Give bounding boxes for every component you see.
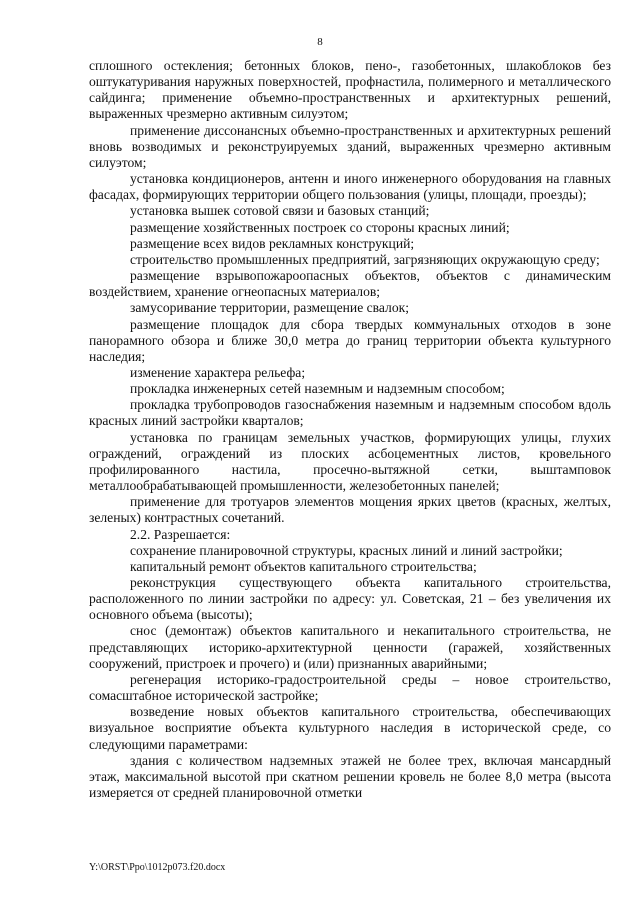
paragraph: изменение характера рельефа; (130, 364, 306, 380)
paragraph: размещение всех видов рекламных конструкций; (130, 235, 415, 251)
paragraph: прокладка трубопроводов газоснабжения наземным и надземным способом вдоль красных линий застройки кварталов; (89, 397, 611, 429)
paragraph: сплошного остекления; бетонных блоков, пено-, газобетонных, шлакоблоков без оштукатуривания наружных поверхностей, профнастила, полимерного и металлического сайдинга; применение объемно-пространственных и архитектурных решений, выраженных чрезмерно активным силуэтом; (89, 58, 611, 122)
paragraph: применение для тротуаров элементов мощения ярких цветов (красных, желтых, зеленых) контрастных сочетаний. (89, 494, 611, 526)
paragraph: размещение площадок для сбора твердых коммунальных отходов в зоне панорамного обзора и ближе 30,0 метра до границ территории объекта культурного наследия; (89, 316, 611, 364)
document-body (89, 58, 611, 801)
paragraph: применение диссонансных объемно-пространственных и архитектурных решений вновь возводимых и реконструируемых зданий, выраженных чрезмерно активным силуэтом; (89, 122, 611, 170)
paragraph: возведение новых объектов капитального строительства, обеспечивающих визуальное восприятие объекта культурного наследия в исторической среде, со следующими параметрами: (89, 704, 611, 752)
section-heading: 2.2. Разрешается: (130, 526, 231, 542)
paragraph: установка вышек сотовой связи и базовых станций; (130, 203, 430, 219)
paragraph: размещение хозяйственных построек со стороны красных линий; (130, 219, 510, 235)
paragraph: сохранение планировочной структуры, красных линий и линий застройки; (130, 542, 563, 558)
paragraph: здания с количеством надземных этажей не более трех, включая мансардный этаж, максимальной высотой при скатном решении кровель не более 8,0 метра (высота измеряется от средней планировочной отметки (89, 752, 611, 801)
paragraph: установка по границам земельных участков, формирующих улицы, глухих ограждений, ограждений из плоских асбоцементных листов, кровельного профилированного настила, просечно-вытяжной сетки, выштамповок металлообрабатывающей промышленности, железобетонных панелей; (89, 429, 611, 494)
paragraph: снос (демонтаж) объектов капитального и некапитального строительства, не представляющих историко-архитектурной ценности (гаражей, хозяйственных сооружений, пристроек и прочего) и (или) признанных аварийными; (89, 623, 611, 671)
paragraph: установка кондиционеров, антенн и иного инженерного оборудования на главных фасадах, формирующих территории общего пользования (улицы, площади, проезды); (89, 171, 611, 203)
file-path-footer: Y:\ORST\Ppo\1012p073.f20.docx (89, 862, 226, 873)
paragraph: размещение взрывопожароопасных объектов, объектов с динамическим воздействием, хранение огнеопасных материалов; (89, 268, 611, 300)
paragraph: замусоривание территории, размещение свалок; (130, 300, 410, 316)
paragraph: капитальный ремонт объектов капитального строительства; (130, 558, 477, 574)
paragraph: регенерация историко-градостроительной среды – новое строительство, сомасштабное исторической застройке; (89, 671, 611, 704)
paragraph: строительство промышленных предприятий, загрязняющих окружающую среду; (130, 251, 600, 267)
page-number: 8 (317, 36, 323, 48)
paragraph: прокладка инженерных сетей наземным и надземным способом; (130, 381, 505, 397)
paragraph: реконструкция существующего объекта капитального строительства, расположенного по линии застройки по адресу: ул. Советская, 21 – без увеличения их основного объема (высоты); (89, 575, 611, 623)
